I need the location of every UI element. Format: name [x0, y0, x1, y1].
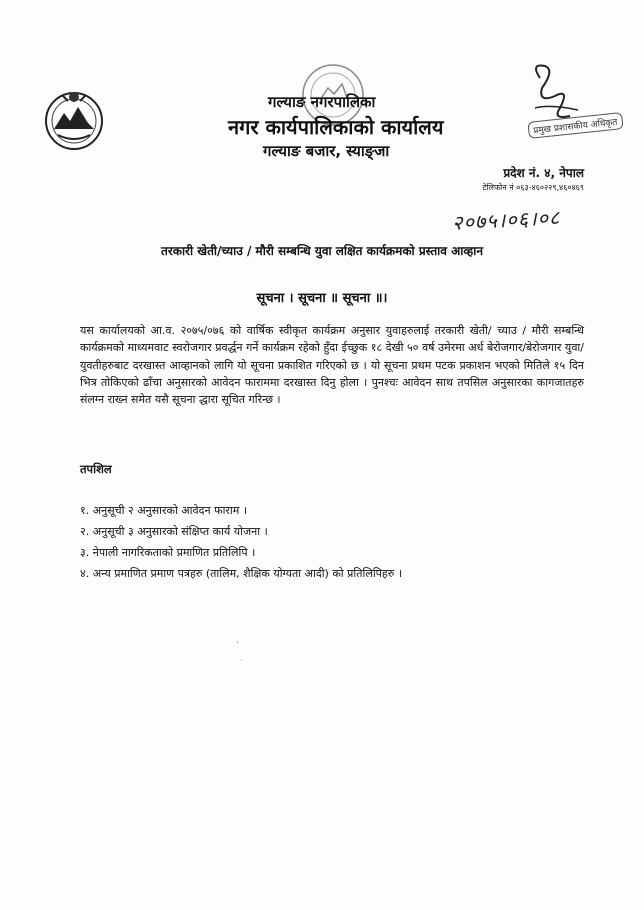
list-item: २. अनुसूची ३ अनुसारको संक्षिप्त कार्य योजना ।: [80, 525, 268, 538]
list-item: ४. अन्य प्रमाणित प्रमाण पत्रहरु (तालिम, शैक्षिक योग्यता आदी) को प्रतिलिपिहरु ।: [80, 567, 403, 580]
notice-body: यस कार्यालयको आ.व. २०७५/०७६ को वार्षिक स्वीकृत कार्यक्रम अनुसार युवाहरुलाई तरकारी खेती/ च्याउ / मौरी सम्बन्धि कार्यक्रमको माध्यमवाट स्वरोजगार प्रवर्द्धन गर्ने कार्यक्रम रहेको हुँदा ईच्छुक १८ देखी ५० वर्ष उमेरमा अर्ध बेरोजगार/बेरोजगार युवा/युवतीहरुबाट दरखास्त आव्हानको लागि यो सूचना प्रकाशित गरिएको छ । यो सूचना प्रथम पटक प्रकाशन भएको मितिले १५ दिन भित्र तोकिएको ढाँचा अनुसारको आवेदन फाराममा दरखास्त दिनु होला । पुनश्चः आवेदन साथ तपसिल अनुसारका कागजातहरु संलग्न राख्न समेत यसै सूचना द्धारा सूचित गरिन्छ ।: [80, 324, 584, 407]
municipality-name: गल्याङ नगरपालिका: [268, 93, 376, 111]
annex-list: [80, 500, 402, 584]
officer-stamp: प्रमुख प्रशासकीय अधिकृत: [527, 112, 623, 139]
office-name: नगर कार्यपालिकाको कार्यालय: [228, 115, 444, 139]
nepal-emblem-icon: [40, 85, 108, 153]
scan-speck: ': [236, 640, 239, 651]
subject-line: तरकारी खेती/च्याउ / मौरी सम्बन्धि युवा लक्षित कार्यक्रमको प्रस्ताव आव्हान: [160, 244, 483, 258]
province-label: प्रदेश नं. ४, नेपाल: [503, 166, 584, 180]
handwritten-date: २०७५।०६।०८: [451, 205, 561, 235]
notice-title: सूचना । सूचना ॥ सूचना ॥।: [256, 291, 388, 306]
annex-title: तपशिल: [80, 462, 112, 476]
phone-number: टेलिफोन नं ०६३-४६०२२९,४६०४६९: [482, 183, 584, 192]
list-item: १. अनुसूची २ अनुसारको आवेदन फाराम ।: [80, 504, 248, 517]
office-address: गल्याङ बजार, स्याङ्जा: [263, 142, 390, 160]
scan-speck: ·: [240, 656, 244, 667]
list-item: ३. नेपाली नागरिकताको प्रमाणित प्रतिलिपि ।: [80, 546, 256, 559]
